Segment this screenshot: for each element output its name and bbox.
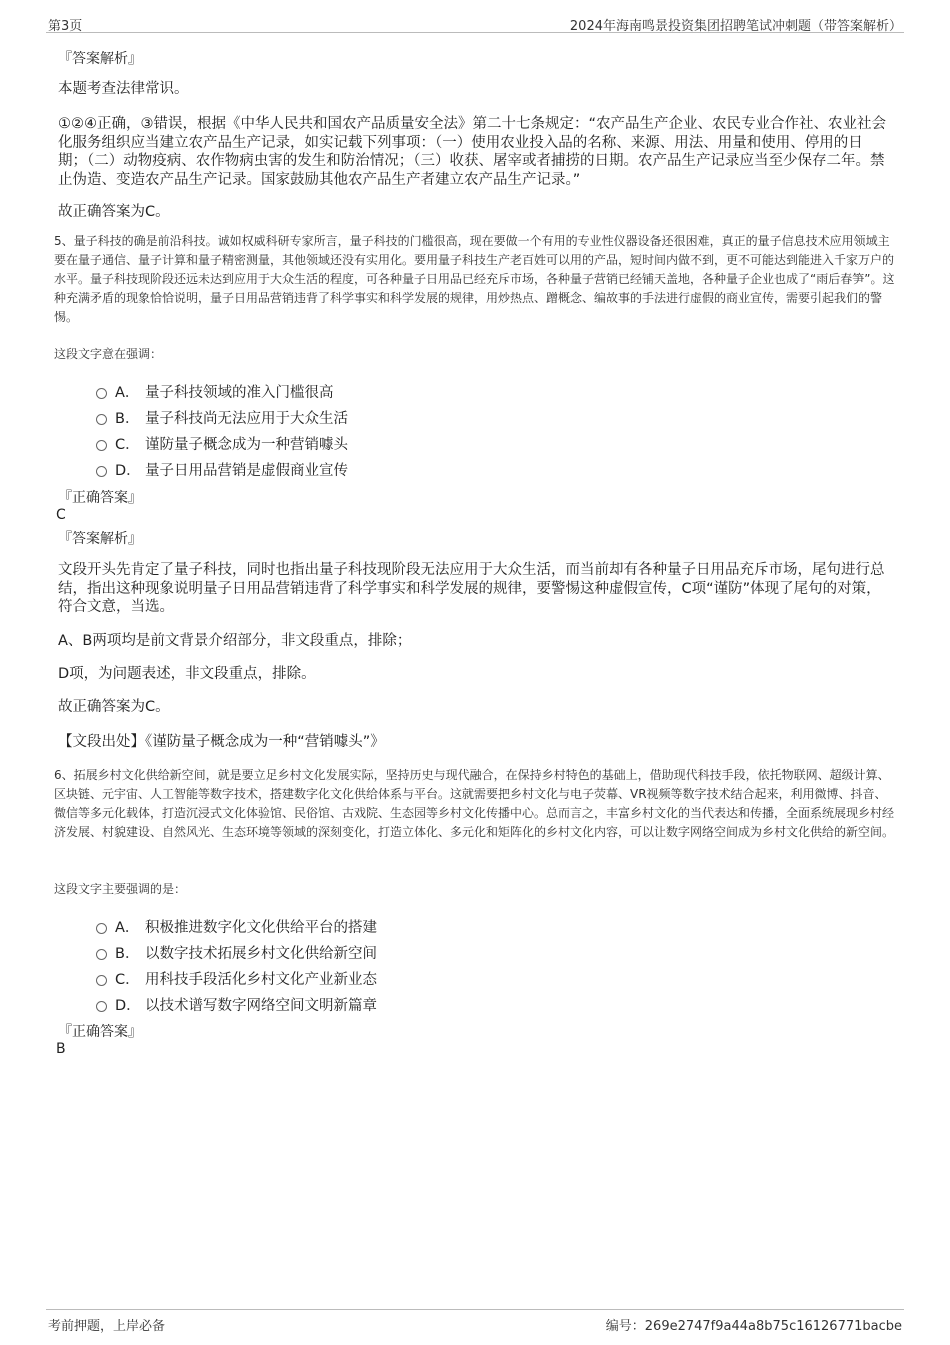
radio-icon[interactable] bbox=[96, 1001, 107, 1012]
q4-conclusion: 故正确答案为C。 bbox=[58, 204, 170, 220]
q5-source: 【文段出处】《谨防量子概念成为一种“营销噱头”》 bbox=[58, 734, 385, 750]
q4-analysis-label: 『答案解析』 bbox=[58, 51, 142, 67]
q6-option-c[interactable]: C． 用科技手段活化乡村文化产业新业态 bbox=[96, 968, 377, 988]
q5-option-d[interactable]: D． 量子日用品营销是虚假商业宣传 bbox=[96, 459, 348, 479]
q6-answer-label: 『正确答案』 bbox=[58, 1024, 142, 1040]
radio-icon[interactable] bbox=[96, 414, 107, 425]
q5-option-a[interactable]: A． 量子科技领域的准入门槛很高 bbox=[96, 381, 334, 401]
q5-stem: 5、量子科技的确是前沿科技。诚如权威科研专家所言，量子科技的门槛很高，现在要做一个有用的专业性仪器设备还很困难，真正的量子信息技术应用领域主要在量子通信、量子计算和量子精密测量，其他领域还没有实用化。要用量子科技生产老百姓可以用的产品，短时间内做不到，更不可能达到能进入千家万户的水平。量子科技现阶段还远未达到应用于大众生活的程度，可各种量子日用品已经充斥市场，各种量子营销已经铺天盖地，各种量子企业也成了“雨后春笋”。这种充满矛盾的现象恰恰说明，量子日用品营销违背了科学事实和科学发展的规律，用炒热点、蹭概念、编故事的手法进行虚假的商业宣传，需要引起我们的警惕。 bbox=[54, 234, 895, 324]
radio-icon[interactable] bbox=[96, 949, 107, 960]
radio-icon[interactable] bbox=[96, 923, 107, 934]
q5-option-c[interactable]: C． 谨防量子概念成为一种营销噱头 bbox=[96, 433, 348, 453]
q5-question: 这段文字意在强调： bbox=[54, 347, 163, 361]
q5-analysis-p1: 文段开头先肯定了量子科技，同时也指出量子科技现阶段无法应用于大众生活，而当前却有各种量子日用品充斥市场，尾句进行总结，指出这种现象说明量子日用品营销违背了科学事实和科学发展的规律，要警惕这种虚假宣传，C项“谨防”体现了尾句的对策，符合文意，当选。 bbox=[58, 562, 885, 615]
q5-analysis-p2: A、B两项均是前文背景介绍部分，非文段重点，排除； bbox=[58, 633, 412, 649]
q4-analysis-p2: ①②④正确，③错误，根据《中华人民共和国农产品质量安全法》第二十七条规定：“农产品生产企业、农民专业合作社、农业社会化服务组织应当建立农产品生产记录，如实记载下列事项：（一）使用农业投入品的名称、来源、用法、用量和使用、停用的日期；（二）动物疫病、农作物病虫害的发生和防治情况；（三）收获、屠宰或者捕捞的日期。农产品生产记录应当至少保存二年。禁止伪造、变造农产品生产记录。国家鼓励其他农产品生产者建立农产品生产记录。” bbox=[58, 116, 887, 188]
q6-option-d[interactable]: D． 以技术谱写数字网络空间文明新篇章 bbox=[96, 994, 377, 1014]
radio-icon[interactable] bbox=[96, 975, 107, 986]
page-number: 第3页 bbox=[48, 19, 83, 34]
page-footer bbox=[46, 1309, 904, 1340]
radio-icon[interactable] bbox=[96, 466, 107, 477]
q5-conclusion: 故正确答案为C。 bbox=[58, 699, 170, 715]
q6-option-a[interactable]: A． 积极推进数字化文化供给平台的搭建 bbox=[96, 916, 377, 936]
q6-answer: B bbox=[56, 1041, 66, 1057]
q5-option-b[interactable]: B． 量子科技尚无法应用于大众生活 bbox=[96, 407, 348, 427]
radio-icon[interactable] bbox=[96, 440, 107, 451]
q5-analysis-label: 『答案解析』 bbox=[58, 531, 142, 547]
footer-slogan: 考前押题，上岸必备 bbox=[48, 1319, 166, 1334]
q5-analysis-p3: D项，为问题表述，非文段重点，排除。 bbox=[58, 666, 316, 682]
radio-icon[interactable] bbox=[96, 388, 107, 399]
q6-question: 这段文字主要强调的是： bbox=[54, 882, 187, 896]
q6-option-b[interactable]: B． 以数字技术拓展乡村文化供给新空间 bbox=[96, 942, 377, 962]
q5-answer-label: 『正确答案』 bbox=[58, 490, 142, 506]
page-header bbox=[46, 12, 904, 33]
q5-answer: C bbox=[56, 507, 66, 523]
document-title: 2024年海南鸣景投资集团招聘笔试冲刺题（带答案解析） bbox=[569, 19, 902, 34]
q6-stem: 6、拓展乡村文化供给新空间，就是要立足乡村文化发展实际，坚持历史与现代融合，在保持乡村特色的基础上，借助现代科技手段，依托物联网、超级计算、区块链、元宇宙、人工智能等数字技术，搭建数字化文化供给体系与平台。这就需要把乡村文化与电子荧幕、VR视频等数字技术结合起来，利用微博、抖音、微信等多元化载体，打造沉浸式文化体验馆、民俗馆、古戏院、生态园等乡村文化传播中心。总而言之，丰富乡村文化的当代表达和传播，全面系统展现乡村经济发展、村貌建设、自然风光、生态环境等领域的深刻变化，打造立体化、多元化和矩阵化的乡村文化内容，可以让数字网络空间成为乡村文化供给的新空间。 bbox=[54, 768, 895, 839]
q4-analysis-p1: 本题考查法律常识。 bbox=[58, 81, 189, 97]
footer-serial: 编号：269e2747f9a44a8b75c16126771bacbe bbox=[605, 1319, 902, 1334]
